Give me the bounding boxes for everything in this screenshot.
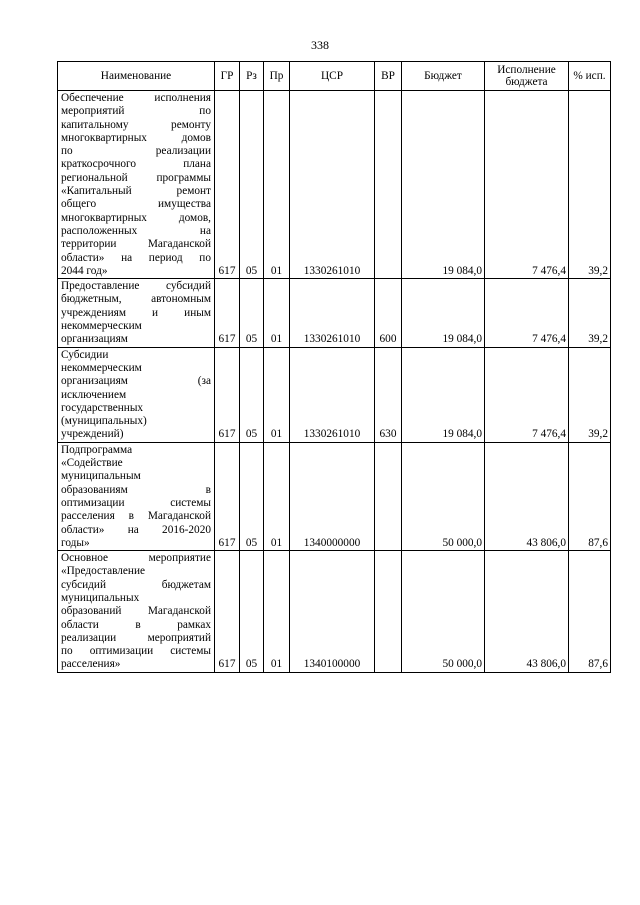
row-name-line: Подпрограмма bbox=[61, 443, 133, 456]
row-name-line: расселения» bbox=[61, 658, 121, 671]
row-vr: 600 bbox=[375, 279, 402, 347]
table-row bbox=[58, 91, 611, 279]
row-csr: 1340100000 bbox=[290, 551, 375, 673]
row-execution: 7 476,4 bbox=[485, 279, 569, 347]
row-vr: 630 bbox=[375, 347, 402, 442]
row-name-line: оптимизации системы bbox=[61, 496, 211, 509]
row-percent: 39,2 bbox=[569, 347, 611, 442]
page-number: 338 bbox=[311, 38, 329, 52]
row-name-line: по реализации bbox=[61, 145, 211, 158]
row-pr: 01 bbox=[264, 279, 290, 347]
row-pr: 01 bbox=[264, 442, 290, 550]
row-name bbox=[58, 279, 215, 347]
row-name-line: Субсидии bbox=[61, 348, 109, 361]
row-name bbox=[58, 442, 215, 550]
row-name-line: муниципальным bbox=[61, 470, 141, 483]
row-rz: 05 bbox=[240, 347, 264, 442]
row-name-line: образований Магаданской bbox=[61, 605, 211, 618]
row-name bbox=[58, 347, 215, 442]
row-name-line: территории Магаданской bbox=[61, 238, 211, 251]
row-rz: 05 bbox=[240, 91, 264, 279]
header-name: Наименование bbox=[58, 62, 215, 91]
row-budget: 19 084,0 bbox=[402, 347, 485, 442]
header-rz: Рз bbox=[240, 62, 264, 91]
row-gr: 617 bbox=[215, 91, 240, 279]
row-execution: 7 476,4 bbox=[485, 91, 569, 279]
row-name-line: краткосрочного плана bbox=[61, 158, 211, 171]
row-name-line: субсидий бюджетам bbox=[61, 578, 211, 591]
row-name-line: «Капитальный ремонт bbox=[61, 185, 211, 198]
row-name-line: «Содействие bbox=[61, 457, 123, 470]
row-name-line: исключением bbox=[61, 388, 127, 401]
row-name-line: учреждений) bbox=[61, 428, 124, 441]
header-gr: ГР bbox=[215, 62, 240, 91]
row-name-line: области» на 2016-2020 bbox=[61, 523, 211, 536]
row-name-line: бюджетным, автономным bbox=[61, 293, 211, 306]
row-rz: 05 bbox=[240, 279, 264, 347]
row-gr: 617 bbox=[215, 279, 240, 347]
table-row bbox=[58, 279, 611, 347]
row-name-line: некоммерческим bbox=[61, 361, 142, 374]
row-name-line: 2044 год» bbox=[61, 264, 108, 277]
row-rz: 05 bbox=[240, 551, 264, 673]
row-name-line: Основное мероприятие bbox=[61, 552, 211, 565]
row-name-line: (муниципальных) bbox=[61, 415, 147, 428]
row-name-line: организациям (за bbox=[61, 375, 211, 388]
row-name-line: региональной программы bbox=[61, 171, 211, 184]
row-name bbox=[58, 91, 215, 279]
row-pr: 01 bbox=[264, 347, 290, 442]
row-name-line: Обеспечение исполнения bbox=[61, 92, 211, 104]
row-pr: 01 bbox=[264, 551, 290, 673]
row-budget: 50 000,0 bbox=[402, 442, 485, 550]
row-name-line: области» на период по bbox=[61, 251, 211, 264]
row-execution: 7 476,4 bbox=[485, 347, 569, 442]
row-name-line: капитальному ремонту bbox=[61, 118, 211, 131]
row-name-line: организациям bbox=[61, 333, 128, 346]
header-budget: Бюджет bbox=[402, 62, 485, 91]
row-name-line: расположенных на bbox=[61, 224, 211, 237]
row-percent: 87,6 bbox=[569, 442, 611, 550]
row-name-line: муниципальных bbox=[61, 591, 140, 604]
budget-table bbox=[57, 61, 611, 673]
row-name-line: Предоставление субсидий bbox=[61, 280, 211, 293]
row-name-line: многоквартирных домов, bbox=[61, 211, 211, 224]
row-execution: 43 806,0 bbox=[485, 442, 569, 550]
header-vr: ВР bbox=[375, 62, 402, 91]
row-budget: 50 000,0 bbox=[402, 551, 485, 673]
row-gr: 617 bbox=[215, 442, 240, 550]
row-percent: 39,2 bbox=[569, 279, 611, 347]
row-name bbox=[58, 551, 215, 673]
row-name-line: некоммерческим bbox=[61, 320, 142, 333]
row-percent: 39,2 bbox=[569, 91, 611, 279]
row-name-line: годы» bbox=[61, 536, 90, 549]
row-vr bbox=[375, 442, 402, 550]
row-name-line: образованиям в bbox=[61, 483, 211, 496]
header-percent: % исп. bbox=[569, 62, 611, 91]
table-header-row bbox=[58, 62, 611, 91]
row-csr: 1330261010 bbox=[290, 347, 375, 442]
row-name-line: по оптимизации системы bbox=[61, 645, 211, 658]
row-csr: 1330261010 bbox=[290, 91, 375, 279]
row-name-line: общего имущества bbox=[61, 198, 211, 211]
row-name-line: реализации мероприятий bbox=[61, 631, 211, 644]
row-pr: 01 bbox=[264, 91, 290, 279]
row-name-line: мероприятий по bbox=[61, 105, 211, 118]
row-name-line: учреждениям и иным bbox=[61, 306, 211, 319]
row-name-line: расселения в Магаданской bbox=[61, 510, 211, 523]
row-name-line: «Предоставление bbox=[61, 565, 146, 578]
row-vr bbox=[375, 91, 402, 279]
row-budget: 19 084,0 bbox=[402, 279, 485, 347]
table-row bbox=[58, 347, 611, 442]
row-name-line: государственных bbox=[61, 401, 144, 414]
row-rz: 05 bbox=[240, 442, 264, 550]
row-execution: 43 806,0 bbox=[485, 551, 569, 673]
table-row bbox=[58, 551, 611, 673]
row-vr bbox=[375, 551, 402, 673]
row-name-line: многоквартирных домов bbox=[61, 131, 211, 144]
header-pr: Пр bbox=[264, 62, 290, 91]
row-csr: 1340000000 bbox=[290, 442, 375, 550]
row-gr: 617 bbox=[215, 347, 240, 442]
row-gr: 617 bbox=[215, 551, 240, 673]
row-name-line: области в рамках bbox=[61, 618, 211, 631]
row-csr: 1330261010 bbox=[290, 279, 375, 347]
header-csr: ЦСР bbox=[290, 62, 375, 91]
row-percent: 87,6 bbox=[569, 551, 611, 673]
table-row bbox=[58, 442, 611, 550]
header-execution: Исполнение бюджета bbox=[485, 62, 569, 91]
row-budget: 19 084,0 bbox=[402, 91, 485, 279]
